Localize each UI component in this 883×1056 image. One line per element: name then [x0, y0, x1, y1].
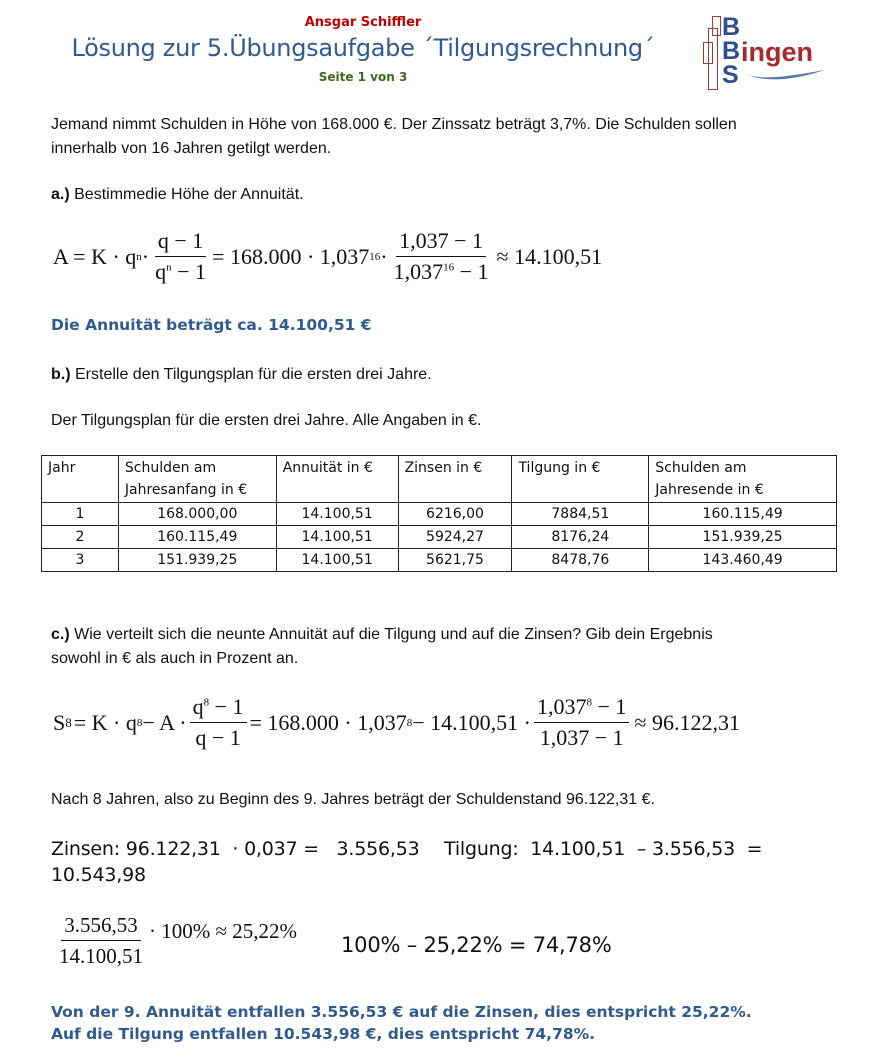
part-c-question-line-1: Wie verteilt sich die neunte Annuität auf die Tilgung und auf die Zinsen? Gib dein Ergebnis [69, 626, 713, 643]
logo-letter-b1: B [722, 13, 741, 41]
cell-annuitaet: 14.100,51 [276, 503, 398, 526]
table-caption: Der Tilgungsplan für die ersten drei Jahre. Alle Angaben in €. [51, 412, 482, 429]
header-zinsen: Zinsen in € [398, 456, 512, 503]
table-row [42, 526, 837, 549]
balance-formula: S 8 = K · q 8 − A · $\frac{q^8 - 1}{q - 1}$ = 168.000 · 1,037 8 − 14.100,51 · $\frac{1,037^8 - 1}{1,037 - 1}$ ≈ 96.122,31 [53, 694, 740, 750]
fraction-numerator: 3.556,53 [61, 912, 141, 941]
header-jahr: Jahr [42, 456, 119, 503]
cell-schulden-anfang: 160.115,49 [118, 526, 276, 549]
cell-schulden-ende: 160.115,49 [649, 503, 837, 526]
part-a-question [51, 183, 304, 207]
formula-substitution: = 168.000 · 1,037 [212, 243, 370, 269]
logo-building-icon [712, 16, 721, 36]
author-name: Ansgar Schiffler [304, 15, 422, 30]
header-annuitaet: Annuität in € [276, 456, 398, 503]
cell-tilgung: 7884,51 [512, 503, 649, 526]
percent-formula [53, 912, 297, 969]
cell-annuitaet: 14.100,51 [276, 526, 398, 549]
cell-schulden-anfang: 151.939,25 [118, 549, 276, 572]
fraction-denominator: 14.100,51 [59, 944, 143, 968]
cell-tilgung: 8478,76 [512, 549, 649, 572]
formula-dot: · [380, 243, 388, 269]
formula-substitution-2: − 14.100,51 · [412, 709, 531, 735]
fraction-denominator: 1,037 − 1 [539, 725, 624, 750]
fraction-general [190, 694, 247, 751]
part-c-question-line-2: sowohl in € als auch in Prozent an. [51, 650, 299, 667]
logo-building-icon [708, 28, 718, 90]
page-info: Seite 1 von 3 [318, 70, 408, 84]
cell-tilgung: 8176,24 [512, 526, 649, 549]
part-a-label: a.) [51, 186, 70, 203]
fraction-numerator: $1,037^8 - 1$ [534, 694, 629, 723]
header-tilgung: Tilgung in € [512, 456, 649, 503]
answer-line-2: Auf die Tilgung entfallen 10.543,98 €, dies entspricht 74,78%. [51, 1025, 596, 1043]
annuity-formula: A = K · q n · $\frac{q - 1}{q^n - 1}$ = 168.000 · 1,037 16 · $\frac{1,037 - 1}{1,037^{16} - 1}$ ≈ 14.100,51 [53, 228, 603, 284]
header-schulden-ende: Schulden am Jahresende in € [649, 456, 837, 503]
header-schulden-anfang: Schulden am Jahresanfang in € [118, 456, 276, 503]
logo-swoosh-icon [739, 64, 827, 82]
part-b-question-text: Erstelle den Tilgungsplan für die ersten drei Jahre. [70, 366, 432, 383]
cell-jahr: 1 [42, 503, 119, 526]
tilgung-result: 10.543,98 [51, 864, 146, 886]
part-a-question-text: Bestimmedie Höhe der Annuität. [69, 186, 304, 203]
fraction-numerator: $q^8 - 1$ [190, 694, 247, 723]
part-a-answer: Die Annuität beträgt ca. 14.100,51 € [51, 316, 372, 334]
cell-schulden-anfang: 168.000,00 [118, 503, 276, 526]
cell-schulden-ende: 151.939,25 [649, 526, 837, 549]
logo-letter-b2: B [722, 37, 741, 65]
cell-zinsen: 5924,27 [398, 526, 512, 549]
part-c-label: c.) [51, 626, 70, 643]
logo-suffix: ingen [741, 37, 813, 67]
answer-line-1: Von der 9. Annuität entfallen 3.556,53 € auf die Zinsen, dies entspricht 25,22%. [51, 1003, 752, 1021]
formula-result: ≈ 96.122,31 [634, 709, 740, 735]
fraction-numerator: q − 1 [155, 228, 206, 257]
fraction-numeric [391, 228, 492, 285]
part-b-label: b.) [51, 366, 71, 383]
fraction-percent [56, 912, 146, 969]
formula-lhs: A = K · q [53, 243, 137, 269]
formula-s: S [53, 709, 66, 735]
formula-substitution: = 168.000 · 1,037 [249, 709, 407, 735]
cell-zinsen: 5621,75 [398, 549, 512, 572]
intro-text [51, 113, 737, 161]
intro-line-1: Jemand nimmt Schulden in Höhe von 168.000 €. Der Zinssatz beträgt 3,7%. Die Schulden sollen [51, 116, 737, 133]
cell-jahr: 3 [42, 549, 119, 572]
cell-annuitaet: 14.100,51 [276, 549, 398, 572]
fraction-denominator: $q^n - 1$ [155, 259, 207, 284]
part-b-question [51, 363, 432, 387]
fraction-numeric [534, 694, 629, 751]
cell-jahr: 2 [42, 526, 119, 549]
formula-minus-a: − A · [142, 709, 187, 735]
cell-zinsen: 6216,00 [398, 503, 512, 526]
logo-letter-s: S [722, 61, 739, 89]
intro-line-2: innerhalb von 16 Jahren getilgt werden. [51, 140, 332, 157]
table-row [42, 549, 837, 572]
fraction-numerator: 1,037 − 1 [396, 228, 486, 257]
percent-result: · 100% ≈ 25,22% [149, 919, 298, 943]
formula-lhs: = K · q [73, 709, 137, 735]
fraction-general [152, 228, 209, 285]
fraction-denominator: q − 1 [195, 725, 241, 750]
fraction-denominator: $1,037^{16} - 1$ [393, 259, 489, 284]
school-logo [695, 13, 830, 89]
zinsen-calculation: Zinsen: 96.122,31 · 0,037 = 3.556,53 [51, 838, 420, 860]
formula-dot: · [141, 243, 150, 269]
part-c-answer [51, 1001, 752, 1045]
balance-text: Nach 8 Jahren, also zu Beginn des 9. Jahres beträgt der Schuldenstand 96.122,31 €. [51, 791, 655, 808]
percent-rest: 100% – 25,22% = 74,78% [341, 933, 612, 957]
table-header-row [42, 456, 837, 503]
page-title: Lösung zur 5.Übungsaufgabe ´Tilgungsrechnung´ [71, 34, 655, 62]
part-c-question [51, 623, 713, 671]
cell-schulden-ende: 143.460,49 [649, 549, 837, 572]
tilgung-calculation: Tilgung: 14.100,51 – 3.556,53 = [444, 838, 763, 860]
formula-result: ≈ 14.100,51 [496, 243, 603, 269]
amortization-table [41, 455, 837, 572]
table-row [42, 503, 837, 526]
